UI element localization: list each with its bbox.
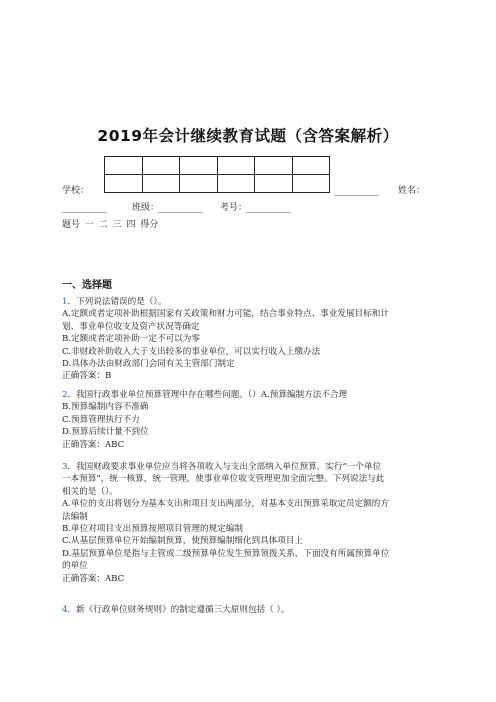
document-title: 2019年会计继续教育试题（含答案解析） (97, 127, 399, 145)
question-stem: ．下列说法错误的是（）。 (67, 297, 167, 307)
grid-cell (180, 175, 218, 193)
correct-answer: 正确答案：B (62, 371, 112, 382)
question-stem-cont: 相关的是（）。 (62, 486, 118, 497)
option-d: D.预算后续计量不到位 (62, 427, 149, 438)
answer-grid-row (105, 157, 330, 175)
question-3 (62, 461, 434, 585)
option-b: B.单位对项目支出预算按照项目管理的规定编制 (62, 524, 243, 535)
school-blank: __________ (334, 186, 379, 196)
grid-cell (142, 157, 180, 175)
grid-cell (217, 175, 255, 193)
exam-no-blank: __________ (246, 203, 291, 213)
score-row: 题号 一 二 三 四 得分 (62, 220, 159, 230)
question-1 (62, 296, 434, 383)
grid-cell (255, 175, 293, 193)
grid-cell (142, 175, 180, 193)
option-a: A.单位的支出将划分为基本支出和项目支出两部分，对基本支出预算采取定员定额的方 (62, 499, 389, 510)
grid-cell (105, 157, 143, 175)
grid-cell (105, 175, 143, 193)
question-stem: ．我国行政事业单位预算管理中存在哪些问题。（）A.预算编制方法不合理 (67, 390, 348, 400)
question-number: 4 (62, 605, 68, 615)
option-b: B.预算编制内容不准确 (62, 402, 149, 413)
option-a: A.定额或者定项补助根据国家有关政策和财力可能，结合事业特点、事业发展目标和计 (62, 309, 389, 320)
class-label: 班级： (132, 203, 160, 213)
option-d: D.基层预算单位是指与主管或二级预算单位发生预算领拨关系，下面没有所属预算单位 (62, 548, 390, 559)
option-d: D.具体办法由财政部门会同有关主管部门制定 (62, 359, 235, 370)
option-a-cont: 划、事业单位收支及资产状况等确定 (62, 321, 200, 332)
option-b: B.定额或者定项补助一定不可以为零 (62, 334, 200, 345)
option-c: C.预算管理执行不力 (62, 414, 140, 425)
question-2 (62, 389, 434, 451)
question-4 (62, 604, 434, 616)
grid-cell (217, 157, 255, 175)
answer-grid-row (105, 175, 330, 193)
question-number: 1 (62, 297, 68, 307)
name-blank: __________ (62, 203, 107, 213)
grid-cell (255, 157, 293, 175)
grid-cell (292, 175, 330, 193)
question-stem: ．我国财政要求事业单位应当将各项收入与支出全部纳入单位预算，实行“一个单位 (67, 462, 382, 472)
correct-answer: 正确答案：ABC (62, 439, 125, 450)
option-c: C.非财政补助收入大于支出较多的事业单位，可以实行收入上缴办法 (62, 346, 321, 357)
question-stem: ．新《行政单位财务规则》的制定遵循三大原则包括（ ）。 (67, 605, 290, 615)
grid-cell (180, 157, 218, 175)
class-blank: __________ (158, 203, 203, 213)
correct-answer: 正确答案：ABC (62, 573, 125, 584)
grid-cell (292, 157, 330, 175)
question-stem-cont: 一本预算”，统一核算，统一管理，使事业单位收支管理更加全面完整。下列说法与此 (62, 474, 385, 485)
exam-no-label: 考号： (220, 203, 248, 213)
question-number: 3 (62, 462, 68, 472)
question-number: 2 (62, 390, 68, 400)
section-title: 一、选择题 (62, 280, 112, 291)
name-label: 姓名： (398, 186, 426, 196)
option-c: C.从基层预算单位开始编制预算，使预算编制细化到具体项目上 (62, 536, 304, 547)
option-d-cont: 的单位 (62, 561, 88, 572)
answer-grid (104, 156, 330, 193)
option-a-cont: 法编制 (62, 511, 88, 522)
school-label: 学校： (62, 186, 90, 196)
